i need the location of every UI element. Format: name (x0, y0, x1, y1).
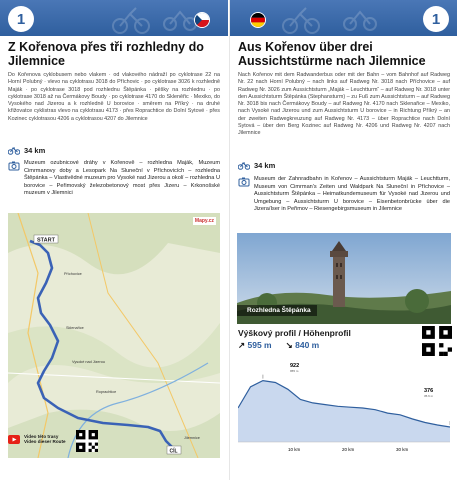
profile-tick-label: 30 km (396, 447, 409, 452)
ascent-arrow-icon: ↗ (238, 340, 246, 350)
map-place-label: Sklenařice (66, 326, 84, 330)
poi-text: Muzeum ozubnicové dráhy v Kořenově – rozhledna Maják, Muzeum Cimrmanovy doby a Lesopark Na Sluneční v Příchovicích – rozhledna Štěpánka – Vlastivědné muzeum pro Vysoké nad Jizerou a okolí – rozhledna U borovice – Peřimovský železobetonový most přes Jizeru – Krkonošské muzeum v Jilemnici (24, 160, 220, 197)
profile-min-sublabel: 35.6 m (424, 394, 434, 398)
route-title: Z Kořenova přes tři rozhledny do Jilemnice (8, 40, 204, 68)
youtube-icon (8, 435, 20, 444)
profile-tick-label: 20 km (342, 447, 355, 452)
profile-stats (238, 340, 319, 351)
czech-page (0, 0, 228, 480)
camera-icon (8, 160, 20, 172)
descent-arrow-icon: ↘ (285, 340, 293, 350)
elevation-profile-chart (238, 352, 450, 460)
video-label (24, 434, 66, 445)
map-canvas (8, 213, 220, 458)
distance-row (238, 161, 275, 170)
route-description: Do Kořenova cyklobusem nebo vlakem · od vlakového nádraží po cyklotrase 22 na Horní Polubný · vlevo na cyklotrasu 3018 do Příchovic · po cyklotrase 3026 k rozhledně Maják · po cyklotrase 3018 pod rozhlednu Štěpánka · pěšky na rozhlednu · po cyklotrase 3018 až na Čermákovy Boudy · po cyklotrase 4170 do Skleněřic · Mexiko, do Vysokého nad Jizerou a k rozhledně U borovice · směrem na Příkrý · na druhé křižovatce cyklistras vlevo na cyklotrasu 4173 · přes Roprachtice do Dolní Sytové · přes Kozinec cyklotrasou 4206 a cyklotrasou 4207 do Jilemnice (8, 72, 220, 122)
start-label: START (37, 237, 55, 244)
profile-area (238, 381, 450, 442)
photo-caption: Rozhledna Štěpánka (237, 305, 317, 316)
video-qr-code[interactable] (76, 430, 98, 452)
end-label: CÍL (169, 448, 178, 455)
bicycle-icon (8, 146, 20, 155)
profile-title: Výškový profil / Höhenprofil (238, 328, 351, 338)
map-provider-logo: Mapy.cz (194, 218, 214, 224)
route-description: Nach Kořenov mit dem Radwanderbus oder mit der Bahn – vom Bahnhof auf Radweg Nr. 22 nach Horní Polubný – nach links auf Radweg Nr. 3018 nach Příchovice – auf Radweg Nr. 3026 zum Aussichtsturm „Maják – Leuchtturm“ – auf Radweg Nr. 3018 unter den Aussichtsturm Štěpánka (Stephansturm) – zu Fuß zum Aussichtsturm – auf Radweg Nr. 3018 bis nach Čermákovy Boudy – auf Radweg Nr. 4170 nach Sklenařice – Mexiko, nach Vysoké nad Jizerou und zum Aussichtsturm U borovice – in Richtung Příkrý – an der zweiten Radwegkreuzung auf Radweg Nr. 4173 – über Roprachtice nach Dolní Sytová – über den Berg Kozinec auf Radweg Nr. 4206 und Radweg Nr. 4207 nach Jilemnice (238, 72, 450, 137)
german-page (229, 0, 457, 480)
header-banner (230, 0, 457, 36)
route-number-badge: 1 (8, 6, 34, 32)
camera-icon (238, 176, 250, 188)
route-number-badge: 1 (423, 6, 449, 32)
poi-list (8, 160, 220, 198)
header-banner (0, 0, 228, 36)
poi-text: Museum der Zahnradbahn in Kořenov – Aussichtsturm Maják – Leuchtturm, Museum von Cimrman's Zeiten und Waldpark Na Sluneční in Příchovice – Aussichtsturm Štěpánka – Heimatkundemuseum für Vysoké nad Jizerou und Umgebung – Aussichtsturm U borovice – Eisenbetonbrücke über die Jizera/Iser in Peřimov – Riesengebirgsmuseum in Jilemnice (254, 176, 450, 213)
distance-row (8, 146, 45, 155)
profile-min-label: 376 (424, 388, 434, 394)
bicycle-icon (238, 161, 250, 170)
start-marker (34, 235, 58, 244)
distance-value: 34 km (254, 161, 276, 170)
profile-max-label: 922 (290, 363, 300, 369)
map-place-label: Příchovice (64, 272, 82, 276)
map-place-label: Vysoké nad Jizerou (72, 360, 105, 364)
tower-photo (237, 233, 451, 324)
route-title: Aus Kořenov über drei Aussichtstürme nach Jilemnice (238, 40, 426, 68)
descent-value: 840 m (295, 340, 320, 350)
video-link[interactable] (8, 434, 66, 445)
map-place-label: Jilemnice (184, 436, 200, 440)
ascent-value: 595 m (247, 340, 272, 350)
video-label-de: Video dieser Route (24, 439, 66, 445)
czech-flag-icon (194, 12, 210, 28)
end-marker (167, 446, 181, 455)
profile-max-sublabel: 955 m (290, 369, 299, 373)
route-map[interactable] (8, 213, 220, 458)
ascent-stat (238, 340, 272, 351)
map-place-label: Roprachtice (96, 390, 117, 394)
german-flag-icon (250, 12, 266, 28)
profile-tick-label: 10 km (288, 447, 301, 452)
video-label-cz: Video této trasy (24, 434, 59, 439)
poi-list (238, 176, 450, 214)
distance-value: 34 km (24, 146, 46, 155)
descent-stat (286, 340, 320, 351)
